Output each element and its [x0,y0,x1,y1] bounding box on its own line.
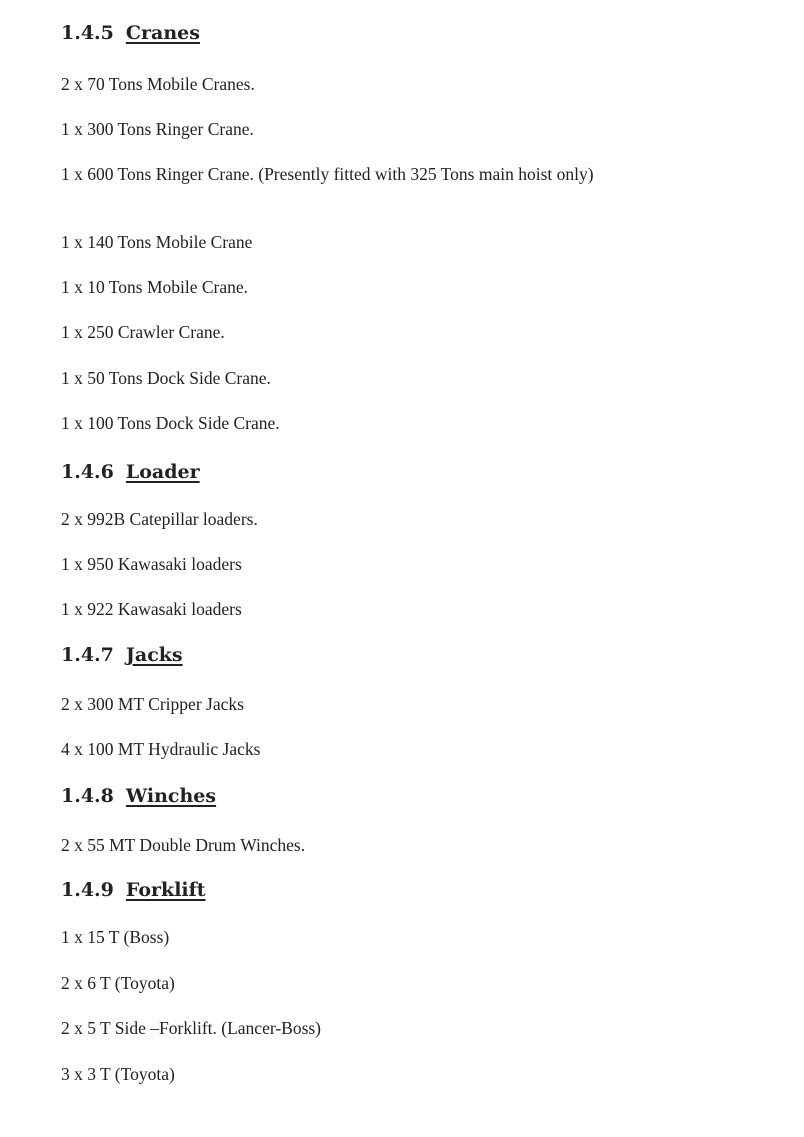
list-item: 1 x 250 Crawler Crane. [61,322,225,342]
list-item: 1 x 140 Tons Mobile Crane [61,232,253,252]
list-item: 2 x 5 T Side –Forklift. (Lancer-Boss) [61,1018,322,1038]
section-title: Winches [125,785,217,807]
list-item: 1 x 15 T (Boss) [61,927,170,947]
list-item: 2 x 300 MT Cripper Jacks [61,694,244,714]
section-number: 1.4.9 [61,879,114,901]
list-item: 2 x 992B Catepillar loaders. [61,509,258,529]
section-number: 1.4.6 [61,461,114,483]
list-item: 1 x 50 Tons Dock Side Crane. [61,368,271,388]
list-item: 3 x 3 T (Toyota) [61,1064,175,1084]
list-item: 1 x 10 Tons Mobile Crane. [61,277,249,297]
list-item: 2 x 6 T (Toyota) [61,973,175,993]
list-item: 1 x 950 Kawasaki loaders [61,554,242,574]
section-number: 1.4.7 [61,644,114,666]
list-item: 4 x 100 MT Hydraulic Jacks [61,739,261,759]
list-item: 2 x 55 MT Double Drum Winches. [61,835,306,855]
list-item: 1 x 300 Tons Ringer Crane. [61,119,254,139]
section-title: Cranes [125,22,200,44]
list-item: 1 x 922 Kawasaki loaders [61,599,242,619]
list-item: 1 x 600 Tons Ringer Crane. (Presently fitted with 325 Tons main hoist only) [61,164,594,184]
section-title: Jacks [125,644,183,666]
section-number: 1.4.8 [61,785,114,807]
list-item: 2 x 70 Tons Mobile Cranes. [61,74,255,94]
section-number: 1.4.5 [61,22,114,44]
section-title: Forklift [125,879,206,901]
section-heading-forklift [61,879,206,901]
section-heading-winches [61,785,216,807]
section-title: Loader [125,461,200,483]
section-heading-loader [61,461,200,483]
section-heading-jacks [61,644,183,666]
section-heading-cranes [61,22,200,44]
list-item: 1 x 100 Tons Dock Side Crane. [61,413,280,433]
